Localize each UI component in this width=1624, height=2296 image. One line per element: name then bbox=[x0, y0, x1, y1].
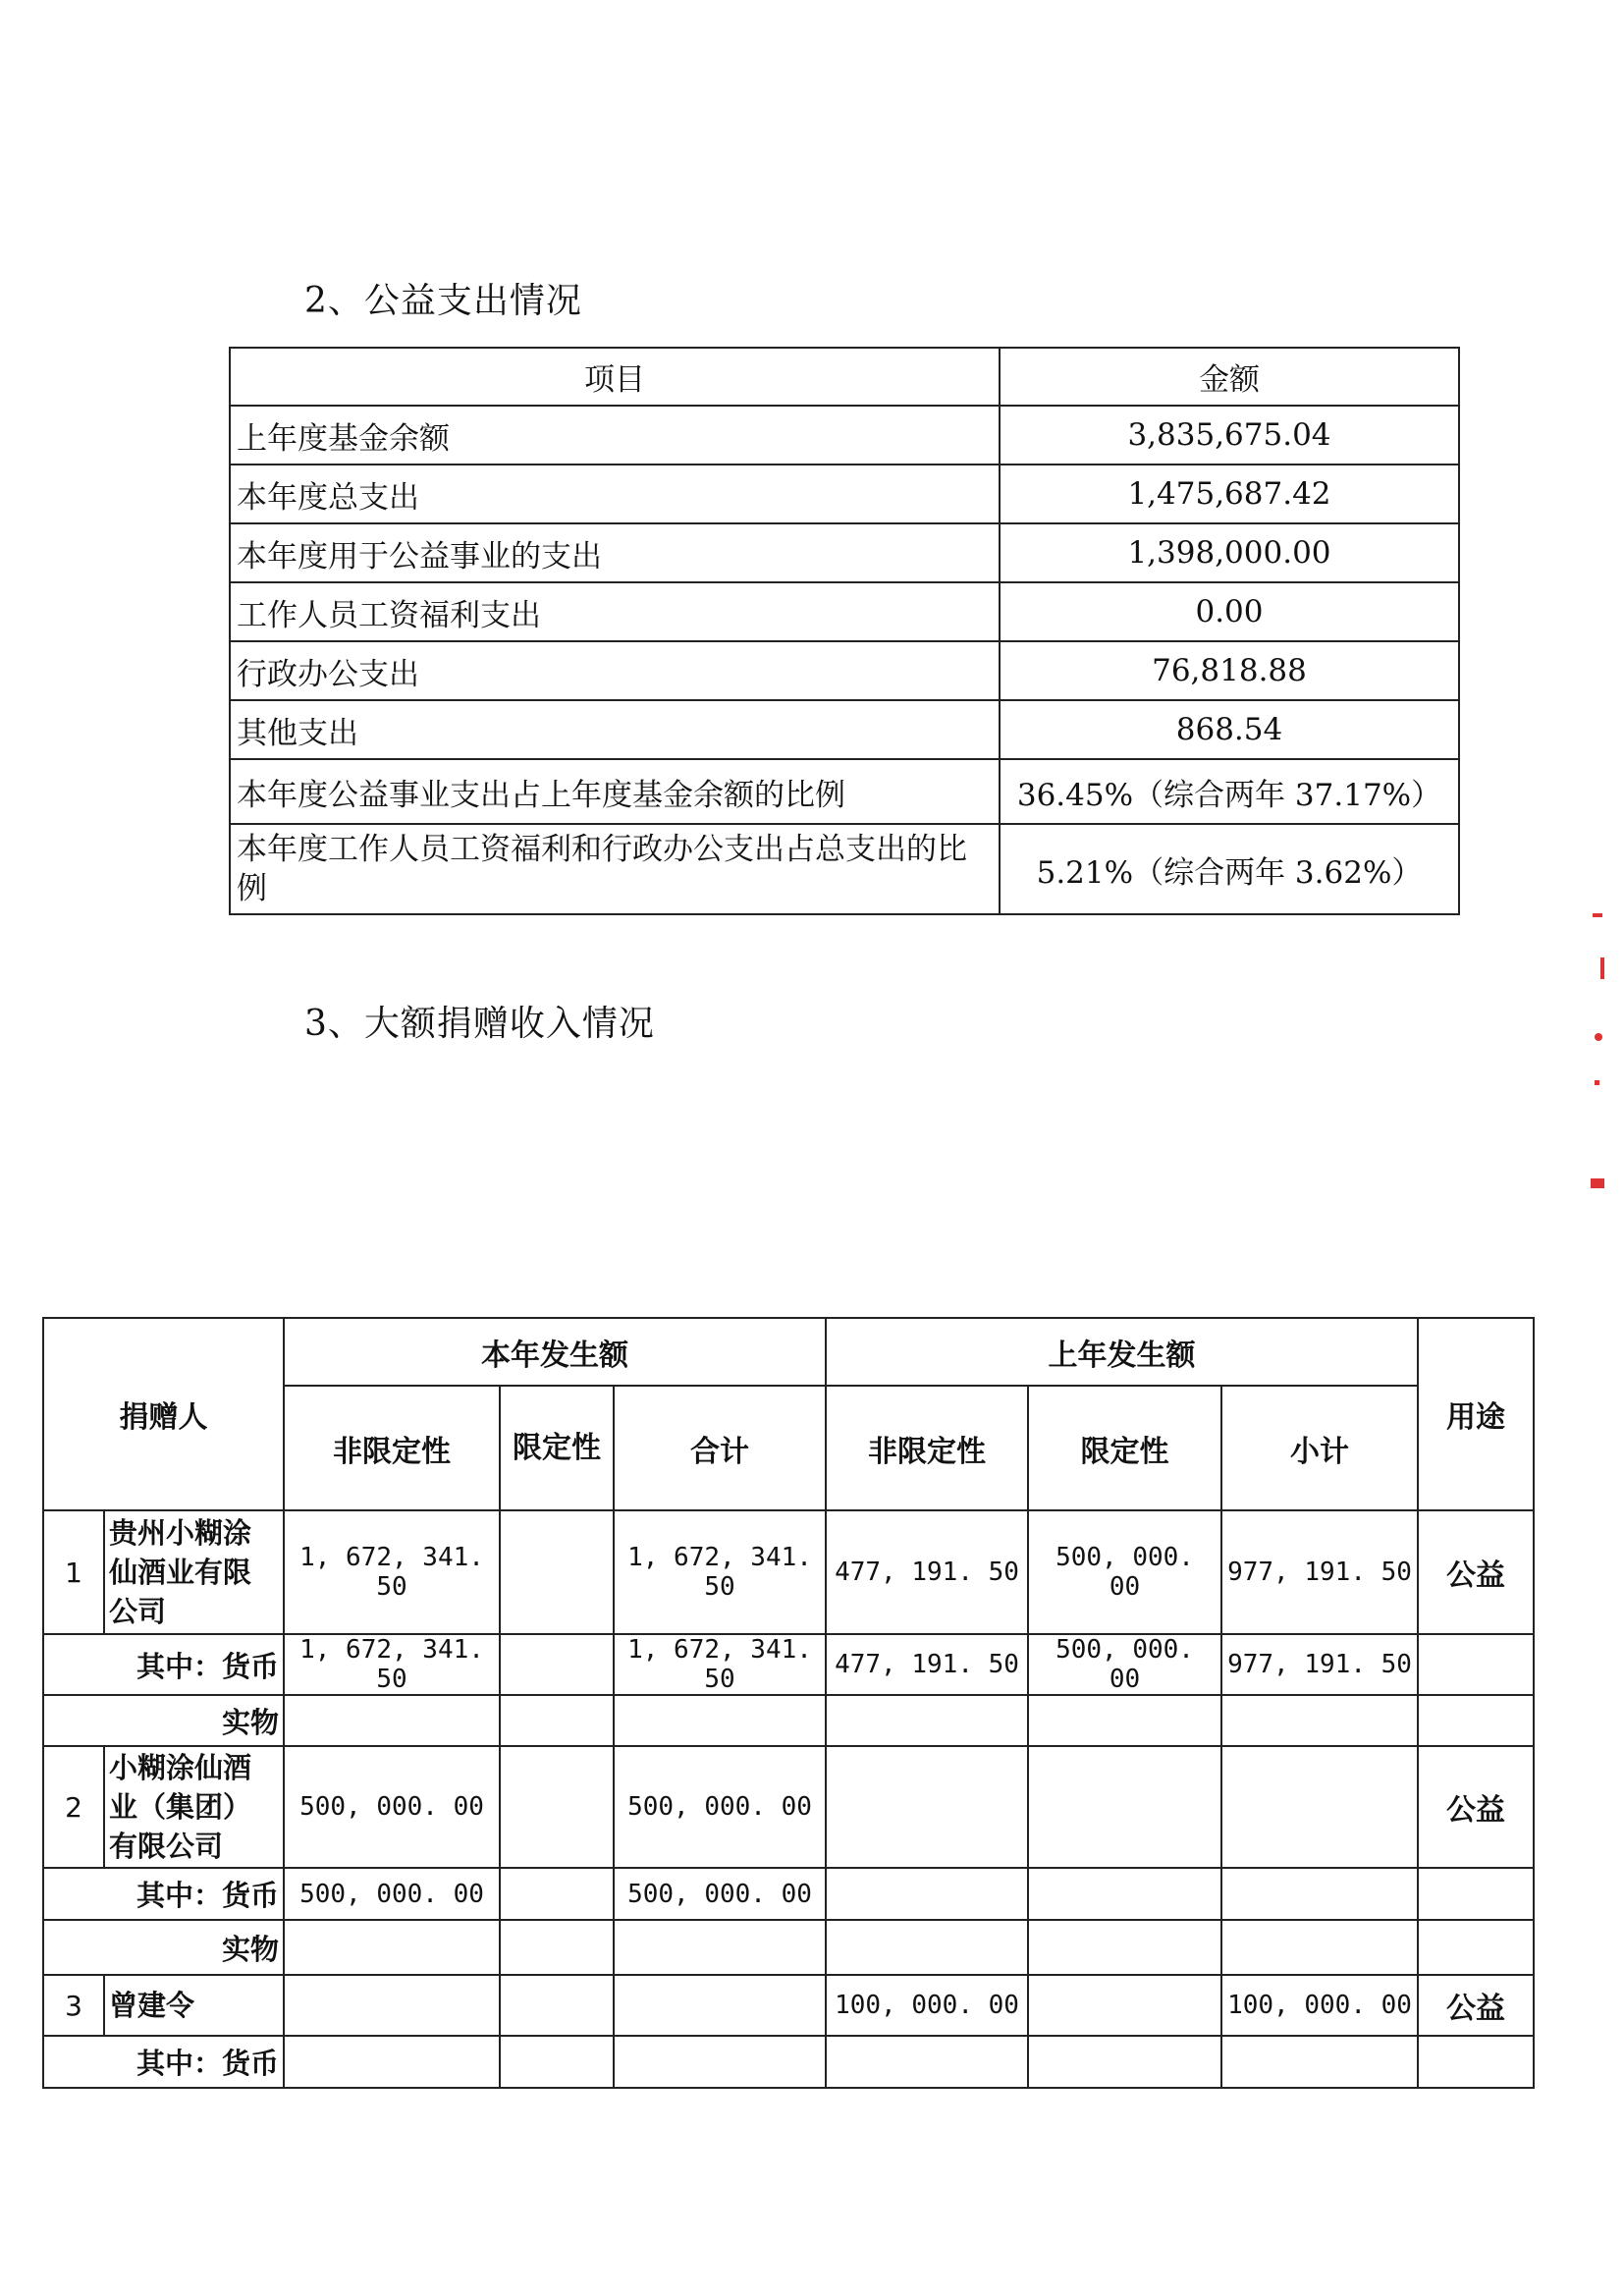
cell-prev-subtotal: 100, 000. 00 bbox=[1221, 1975, 1418, 2036]
cell-empty bbox=[1221, 2036, 1418, 2088]
section-3-title: 3、大额捐赠收入情况 bbox=[304, 1004, 655, 1044]
table-row bbox=[43, 1746, 1534, 1868]
table-row bbox=[230, 824, 1459, 914]
column-header-subtotal: 小计 bbox=[1221, 1386, 1418, 1510]
cell-cur-restricted bbox=[500, 1868, 614, 1920]
cell-cur-unrestricted: 500, 000. 00 bbox=[284, 1746, 500, 1868]
row-amount: 0.00 bbox=[1000, 582, 1459, 641]
cell-cur-unrestricted: 1, 672, 341. 50 bbox=[284, 1510, 500, 1634]
row-item: 其他支出 bbox=[230, 700, 1000, 759]
cell-prev-subtotal bbox=[1221, 1746, 1418, 1868]
row-amount: 5.21%（综合两年 3.62%） bbox=[1000, 824, 1459, 914]
cell-prev-unrestricted: 477, 191. 50 bbox=[826, 1510, 1028, 1634]
donor-name: 曾建令 bbox=[104, 1975, 284, 2036]
cell-cur-restricted bbox=[500, 1975, 614, 2036]
column-header-previous-year: 上年发生额 bbox=[826, 1318, 1418, 1386]
donor-index: 2 bbox=[43, 1746, 104, 1868]
cell-empty bbox=[1221, 1920, 1418, 1975]
cell-prev-subtotal: 977, 191. 50 bbox=[1221, 1634, 1418, 1695]
cell-prev-subtotal bbox=[1221, 1868, 1418, 1920]
row-item: 本年度公益事业支出占上年度基金余额的比例 bbox=[230, 759, 1000, 824]
cell-prev-unrestricted: 100, 000. 00 bbox=[826, 1975, 1028, 2036]
cell-empty bbox=[1028, 1695, 1221, 1746]
column-header-usage: 用途 bbox=[1418, 1318, 1534, 1510]
seal-mark bbox=[1593, 913, 1602, 917]
seal-mark bbox=[1591, 1178, 1604, 1188]
donor-name: 小糊涂仙酒业（集团）有限公司 bbox=[104, 1746, 284, 1868]
table-row bbox=[43, 1975, 1534, 2036]
cell-cur-total: 500, 000. 00 bbox=[614, 1746, 826, 1868]
seal-mark bbox=[1595, 1080, 1599, 1085]
cell-usage: 公益 bbox=[1418, 1510, 1534, 1634]
cell-empty bbox=[826, 1920, 1028, 1975]
sub-money-label: 其中：货币 bbox=[43, 1868, 284, 1920]
sub-goods-label: 实物 bbox=[43, 1695, 284, 1746]
expenditure-table bbox=[229, 347, 1460, 915]
cell-empty bbox=[614, 2036, 826, 2088]
cell-empty bbox=[284, 2036, 500, 2088]
cell-empty bbox=[1418, 1695, 1534, 1746]
table-row bbox=[43, 2036, 1534, 2088]
row-amount: 76,818.88 bbox=[1000, 641, 1459, 700]
seal-mark bbox=[1595, 1033, 1602, 1041]
cell-empty bbox=[500, 2036, 614, 2088]
donor-index: 3 bbox=[43, 1975, 104, 2036]
row-amount: 868.54 bbox=[1000, 700, 1459, 759]
column-header-amount: 金额 bbox=[1000, 348, 1459, 406]
row-item: 工作人员工资福利支出 bbox=[230, 582, 1000, 641]
cell-usage: 公益 bbox=[1418, 1975, 1534, 2036]
cell-prev-restricted: 500, 000. 00 bbox=[1028, 1510, 1221, 1634]
column-header-donor: 捐赠人 bbox=[43, 1318, 284, 1510]
sub-money-label: 其中：货币 bbox=[43, 2036, 284, 2088]
table-row bbox=[230, 406, 1459, 465]
cell-cur-restricted bbox=[500, 1746, 614, 1868]
row-item: 本年度总支出 bbox=[230, 465, 1000, 523]
cell-empty bbox=[1418, 1920, 1534, 1975]
cell-empty bbox=[500, 1695, 614, 1746]
row-amount: 36.45%（综合两年 37.17%） bbox=[1000, 759, 1459, 824]
cell-prev-restricted bbox=[1028, 1868, 1221, 1920]
cell-cur-total: 1, 672, 341. 50 bbox=[614, 1634, 826, 1695]
section-2-title: 2、公益支出情况 bbox=[304, 281, 582, 321]
row-item: 行政办公支出 bbox=[230, 641, 1000, 700]
sub-money-label: 其中：货币 bbox=[43, 1634, 284, 1695]
cell-usage bbox=[1418, 1634, 1534, 1695]
cell-usage: 公益 bbox=[1418, 1746, 1534, 1868]
column-header-unrestricted: 非限定性 bbox=[284, 1386, 500, 1510]
cell-empty bbox=[1028, 1920, 1221, 1975]
cell-empty bbox=[614, 1920, 826, 1975]
row-item: 上年度基金余额 bbox=[230, 406, 1000, 465]
cell-cur-unrestricted bbox=[284, 1975, 500, 2036]
cell-cur-restricted bbox=[500, 1510, 614, 1634]
column-header-current-year: 本年发生额 bbox=[284, 1318, 826, 1386]
cell-prev-restricted: 500, 000. 00 bbox=[1028, 1634, 1221, 1695]
sub-goods-label: 实物 bbox=[43, 1920, 284, 1975]
cell-empty bbox=[826, 1695, 1028, 1746]
cell-empty bbox=[1418, 2036, 1534, 2088]
table-header-row bbox=[230, 348, 1459, 406]
donor-index: 1 bbox=[43, 1510, 104, 1634]
cell-prev-restricted bbox=[1028, 1746, 1221, 1868]
row-item: 本年度用于公益事业的支出 bbox=[230, 523, 1000, 582]
column-header-restricted: 限定性 bbox=[500, 1386, 614, 1510]
table-row bbox=[230, 523, 1459, 582]
cell-empty bbox=[1221, 1695, 1418, 1746]
table-row bbox=[43, 1868, 1534, 1920]
column-header-unrestricted-prev: 非限定性 bbox=[826, 1386, 1028, 1510]
cell-empty bbox=[284, 1695, 500, 1746]
row-amount: 3,835,675.04 bbox=[1000, 406, 1459, 465]
donor-name: 贵州小糊涂仙酒业有限公司 bbox=[104, 1510, 284, 1634]
table-row bbox=[230, 700, 1459, 759]
column-header-item: 项目 bbox=[230, 348, 1000, 406]
row-amount: 1,475,687.42 bbox=[1000, 465, 1459, 523]
cell-cur-total: 500, 000. 00 bbox=[614, 1868, 826, 1920]
table-row bbox=[43, 1510, 1534, 1634]
cell-cur-unrestricted: 500, 000. 00 bbox=[284, 1868, 500, 1920]
cell-prev-unrestricted bbox=[826, 1746, 1028, 1868]
cell-cur-total bbox=[614, 1975, 826, 2036]
donation-table bbox=[42, 1317, 1535, 2089]
column-header-total: 合计 bbox=[614, 1386, 826, 1510]
cell-empty bbox=[1028, 2036, 1221, 2088]
cell-cur-total: 1, 672, 341. 50 bbox=[614, 1510, 826, 1634]
cell-prev-unrestricted: 477, 191. 50 bbox=[826, 1634, 1028, 1695]
cell-cur-restricted bbox=[500, 1634, 614, 1695]
table-row bbox=[230, 759, 1459, 824]
cell-prev-unrestricted bbox=[826, 1868, 1028, 1920]
row-item: 本年度工作人员工资福利和行政办公支出占总支出的比例 bbox=[230, 824, 1000, 914]
table-row bbox=[230, 465, 1459, 523]
table-row bbox=[43, 1920, 1534, 1975]
cell-empty bbox=[826, 2036, 1028, 2088]
table-row bbox=[230, 641, 1459, 700]
table-row bbox=[230, 582, 1459, 641]
table-row bbox=[43, 1634, 1534, 1695]
header-row-1 bbox=[43, 1318, 1534, 1386]
cell-usage bbox=[1418, 1868, 1534, 1920]
seal-mark bbox=[1600, 957, 1604, 979]
cell-cur-unrestricted: 1, 672, 341. 50 bbox=[284, 1634, 500, 1695]
cell-empty bbox=[500, 1920, 614, 1975]
row-amount: 1,398,000.00 bbox=[1000, 523, 1459, 582]
table-row bbox=[43, 1695, 1534, 1746]
column-header-restricted-prev: 限定性 bbox=[1028, 1386, 1221, 1510]
cell-empty bbox=[284, 1920, 500, 1975]
cell-prev-subtotal: 977, 191. 50 bbox=[1221, 1510, 1418, 1634]
cell-prev-restricted bbox=[1028, 1975, 1221, 2036]
cell-empty bbox=[614, 1695, 826, 1746]
